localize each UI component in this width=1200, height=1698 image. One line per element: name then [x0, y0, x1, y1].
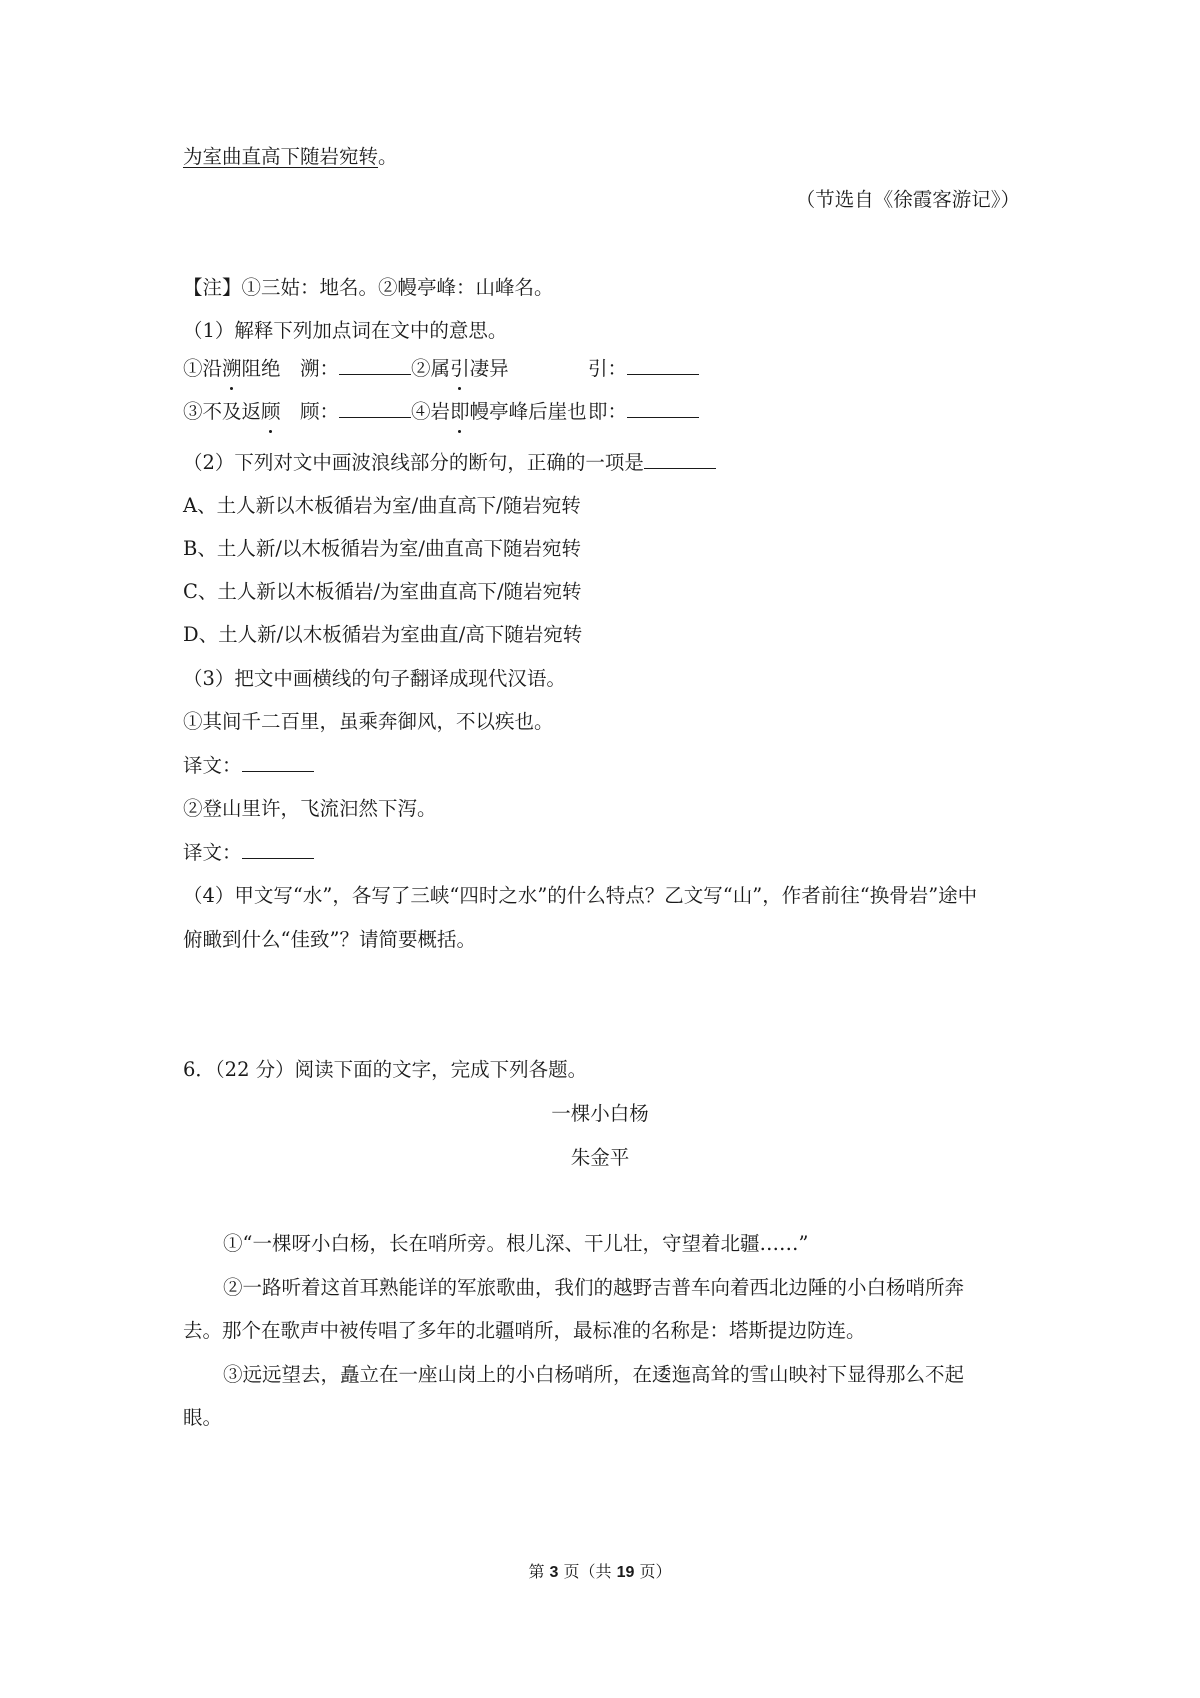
translation-1: 译文： [183, 753, 314, 779]
question-1-row-1: ①沿溯阻绝 溯： ②属引凄异 [183, 357, 509, 380]
answer-blank[interactable] [242, 753, 314, 772]
option-a: A、土人新以木板循岩为室/曲直高下/随岩宛转 [183, 494, 581, 517]
answer-blank[interactable] [644, 450, 716, 469]
question-4-line-1: （4）甲文写“水”，各写了三峡“四时之水”的什么特点？乙文写“山”，作者前往“换骨岩”途中 [183, 884, 978, 907]
paragraph-2-line-2: 去。那个在歌声中被传唱了多年的北疆哨所，最标准的名称是：塔斯提边防连。 [183, 1319, 866, 1342]
paragraph-3-line-2: 眼。 [183, 1406, 223, 1429]
answer-blank[interactable] [627, 356, 699, 375]
dotted-word: 引 [450, 357, 470, 380]
underlined-sentence: 为室曲直高下随岩宛转 [183, 145, 379, 168]
answer-blank[interactable] [339, 356, 411, 375]
answer-blank[interactable] [339, 399, 411, 418]
paragraph-2-line-1: ②一路听着这首耳熟能详的军旅歌曲，我们的越野吉普车向着西北边陲的小白杨哨所奔 [223, 1276, 965, 1299]
source-citation: （节选自《徐霞客游记》） [795, 188, 1020, 211]
question-1-row-2: ③不及返顾 顾： ④岩即幔亭峰后崖也 [183, 400, 587, 423]
dotted-word: 顾 [261, 400, 281, 423]
article-title: 一棵小白杨 [551, 1102, 649, 1125]
option-b: B、土人新/以木板循岩为室/曲直高下随岩宛转 [183, 537, 581, 560]
question-1-row-1-right: 引： [588, 356, 699, 382]
paragraph-1: ①“一棵呀小白杨，长在哨所旁。根儿深、干儿壮，守望着北疆……” [223, 1232, 809, 1255]
paragraph-3-line-1: ③远远望去，矗立在一座山岗上的小白杨哨所，在逶迤高耸的雪山映衬下显得那么不起 [223, 1363, 965, 1386]
answer-blank[interactable] [627, 399, 699, 418]
passage-line: 为室曲直高下随岩宛转。 [183, 145, 398, 168]
option-c: C、土人新以木板循岩/为室曲直高下/随岩宛转 [183, 580, 582, 603]
question-3: （3）把文中画横线的句子翻译成现代汉语。 [183, 667, 566, 690]
article-author: 朱金平 [570, 1146, 630, 1169]
translation-2: 译文： [183, 840, 314, 866]
option-d: D、土人新/以木板循岩为室曲直/高下随岩宛转 [183, 623, 583, 646]
page-footer: 第 3 页（共 19 页） [528, 1562, 672, 1581]
sentence-1: ①其间千二百里，虽乘奔御风，不以疾也。 [183, 710, 554, 733]
sentence-2: ②登山里许，飞流汩然下泻。 [183, 797, 437, 820]
question-1-row-2-right: 即： [588, 399, 699, 425]
dotted-word: 溯 [222, 357, 242, 380]
annotation-note: 【注】①三姑：地名。②幔亭峰：山峰名。 [183, 276, 554, 299]
question-6: 6．（22 分）阅读下面的文字，完成下列各题。 [183, 1058, 588, 1081]
page-total: 19 [616, 1564, 635, 1581]
question-2: （2）下列对文中画波浪线部分的断句，正确的一项是 [183, 450, 716, 476]
question-4-line-2: 俯瞰到什么“佳致”？请简要概括。 [183, 928, 476, 951]
answer-blank[interactable] [242, 840, 314, 859]
question-1: （1）解释下列加点词在文中的意思。 [183, 319, 508, 342]
dotted-word: 即 [450, 400, 470, 423]
page-number: 3 [549, 1564, 559, 1581]
